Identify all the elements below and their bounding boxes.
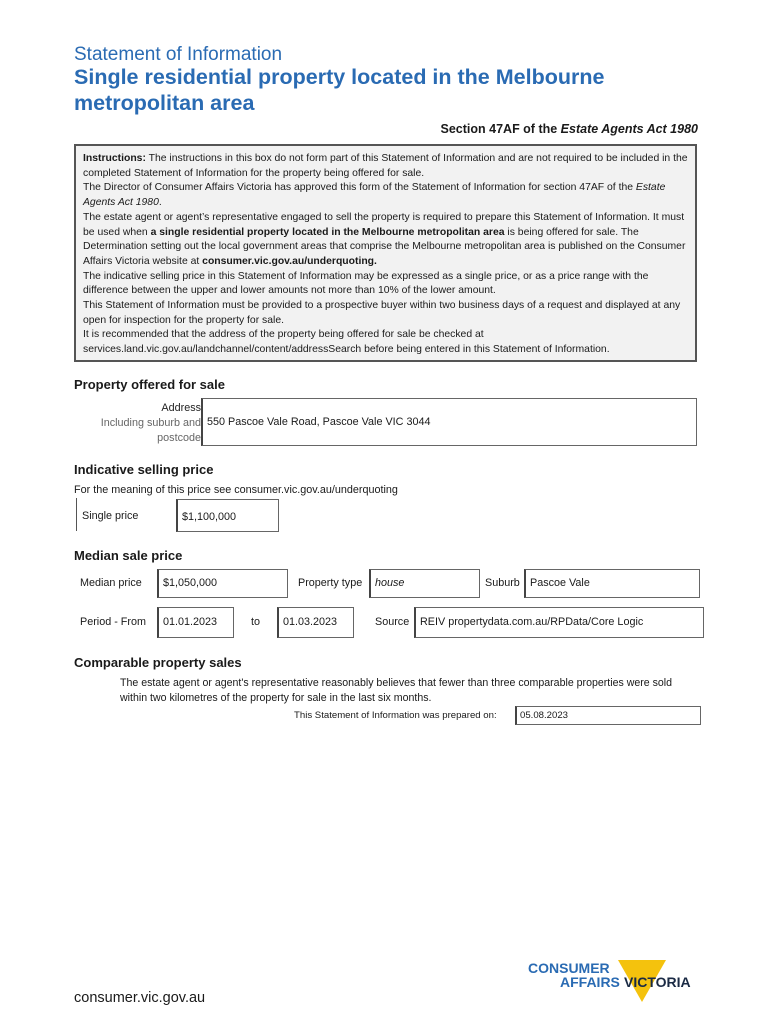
instructions-paragraph: This Statement of Information must be provided to a prospective buyer within two business days of a request and displayed at any open for inspection for the property for sale. xyxy=(83,300,681,326)
prepared-date-label: This Statement of Information was prepared on: xyxy=(294,710,497,721)
instructions-text: The Director of Consumer Affairs Victoria has approved this form of the Statement of Information for section 47AF of the xyxy=(83,182,636,194)
median-heading: Median sale price xyxy=(74,548,183,563)
indicative-heading: Indicative selling price xyxy=(74,462,214,477)
indicative-note: For the meaning of this price see consumer.vic.gov.au/underquoting xyxy=(74,484,398,496)
single-price-field[interactable]: $1,100,000 xyxy=(176,499,279,532)
logo-line1: CONSUMER xyxy=(528,960,610,976)
period-from-label: Period - From xyxy=(80,616,146,628)
single-price-label: Single price xyxy=(82,510,139,522)
instructions-paragraph: The indicative selling price in this Statement of Information may be expressed as a single price, or as a price range with the difference between the upper and lower amounts not more than 10% of the lower amount. xyxy=(83,270,649,297)
section-act: Estate Agents Act 1980 xyxy=(560,122,698,136)
comparable-text: The estate agent or agent's representative reasonably believes that fewer than three comparable properties were sold within two kilometres of the property for sale in the last six months. xyxy=(120,677,673,704)
instructions-bold: Instructions: xyxy=(83,153,146,164)
instructions-italic: Estate Agents Act 1980 xyxy=(83,182,666,209)
property-type-field[interactable]: house xyxy=(369,569,480,598)
source-field[interactable]: REIV propertydata.com.au/RPData/Core Logic xyxy=(414,607,704,638)
instructions-paragraph xyxy=(83,181,688,210)
comparable-heading: Comparable property sales xyxy=(74,655,242,670)
suburb-field[interactable]: Pascoe Vale xyxy=(524,569,700,598)
document-title: Single residential property located in the Melbourne metropolitan area xyxy=(74,65,605,115)
section-reference xyxy=(441,122,698,136)
instructions-text: . xyxy=(158,197,162,209)
instructions-paragraph: It is recommended that the address of the property being offered for sale be checked at services.land.vic.gov.au/landchannel/content/addressSearch before being entered in this Statement of Information. xyxy=(83,329,610,356)
address-field[interactable]: 550 Pascoe Vale Road, Pascoe Vale VIC 3044 xyxy=(201,398,697,446)
logo-line3: VICTORIA xyxy=(624,974,691,990)
instructions-paragraph xyxy=(83,211,688,270)
property-heading: Property offered for sale xyxy=(74,377,225,392)
logo-line2: AFFAIRS xyxy=(560,974,620,990)
instructions-text: is being offered for sale. The Determination setting out the local government areas that comprise the Melbourne metropolitan area is published on the Consumer Affairs Victoria website at xyxy=(83,226,686,267)
document-subtitle: Statement of Information xyxy=(74,44,283,65)
instructions-text: The instructions in this box do not form part of this Statement of Information and are not required to be included in the completed Statement of Information for the property being offered for sale. xyxy=(83,153,688,179)
footer-url: consumer.vic.gov.au xyxy=(74,990,206,1006)
prepared-date-field[interactable]: 05.08.2023 xyxy=(515,706,701,725)
period-to-field[interactable]: 01.03.2023 xyxy=(277,607,354,638)
address-label xyxy=(74,401,201,445)
address-label-line2: Including suburb and xyxy=(100,416,201,429)
address-label-line3: postcode xyxy=(157,431,201,444)
instructions-bold: a single residential property located in the Melbourne metropolitan area xyxy=(150,226,505,238)
median-price-label: Median price xyxy=(80,577,142,589)
instructions-paragraph xyxy=(83,152,688,181)
suburb-label: Suburb xyxy=(485,577,520,589)
instructions-text: The estate agent or agent’s representative engaged to sell the property is required to prepare this Statement of Information. It must be used when xyxy=(83,211,685,238)
property-type-label: Property type xyxy=(298,577,363,589)
section-prefix: Section 47AF of the xyxy=(440,122,561,136)
period-to-label: to xyxy=(251,616,261,628)
instructions-link: consumer.vic.gov.au/underquoting. xyxy=(202,255,377,267)
instructions-box xyxy=(74,144,697,362)
period-from-field[interactable]: 01.01.2023 xyxy=(157,607,234,638)
source-label: Source xyxy=(375,616,410,628)
median-price-field[interactable]: $1,050,000 xyxy=(157,569,288,598)
consumer-affairs-victoria-logo xyxy=(526,956,702,1008)
address-label-line1: Address xyxy=(161,402,201,414)
